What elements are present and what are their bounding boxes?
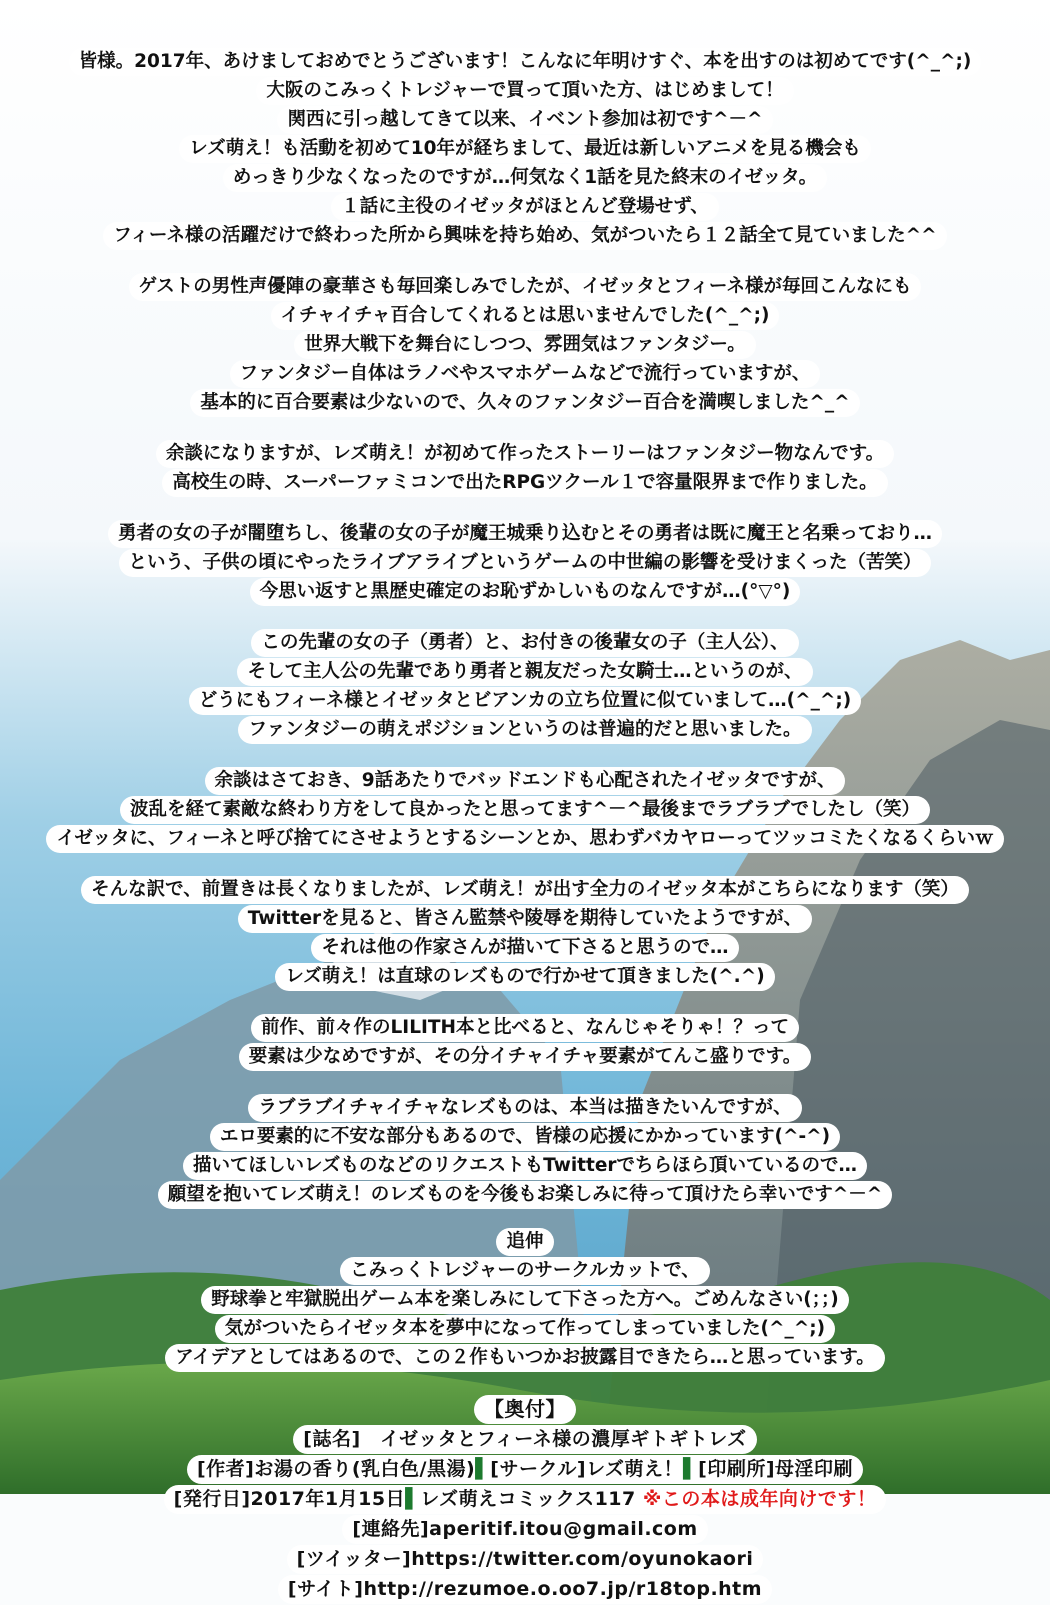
text-line: エロ要素的に不安な部分もあるので、皆様の応援にかかっています(^-^) bbox=[210, 1123, 840, 1151]
postscript-title: 追伸 bbox=[496, 1228, 553, 1256]
paragraph bbox=[40, 1014, 1010, 1072]
text-line: ラブラブイチャイチャなレズものは、本当は描きたいんですが、 bbox=[248, 1094, 801, 1122]
colophon bbox=[40, 1395, 1010, 1605]
postscript-line: 野球拳と牢獄脱出ゲーム本を楽しみにして下さった方へ。ごめんなさい(；；) bbox=[201, 1286, 848, 1314]
text-line: 波乱を経て素敵な終わり方をして良かったと思ってます^－^最後までラブラブでしたし（笑） bbox=[120, 796, 930, 824]
colophon-issue-date: [発行日]2017年1月15日 bbox=[173, 1488, 406, 1510]
paragraph bbox=[40, 1094, 1010, 1210]
text-line: 勇者の女の子が闇堕ちし、後輩の女の子が魔王城乗り込むとその勇者は既に魔王と名乗っており… bbox=[108, 520, 942, 548]
text-line: イゼッタに、フィーネと呼び捨てにさせようとするシーンとか、思わずバカヤローってツッコミたくなるくらいｗ bbox=[46, 825, 1003, 853]
postscript bbox=[40, 1232, 1010, 1373]
afterword-paragraphs bbox=[40, 48, 1010, 1210]
paragraph bbox=[40, 629, 1010, 745]
text-line: 前作、前々作のLILITH本と比べると、なんじゃそりゃ！？って bbox=[251, 1014, 799, 1042]
postscript-line: アイデアとしてはあるので、この２作もいつかお披露目できたら…と思っています。 bbox=[165, 1344, 885, 1372]
text-line: 願望を抱いてレズ萌え！のレズものを今後もお楽しみに待って頂けたら幸いです^－^ bbox=[158, 1181, 892, 1209]
paragraph bbox=[40, 876, 1010, 992]
separator-mark: ▌ bbox=[683, 1458, 699, 1480]
text-line: この先輩の女の子（勇者）と、お付きの後輩女の子（主人公）、 bbox=[251, 629, 798, 657]
text-line: 今思い返すと黒歴史確定のお恥ずかしいものなんですが…(°▽°) bbox=[250, 578, 801, 606]
paragraph bbox=[40, 273, 1010, 418]
text-line: 基本的に百合要素は少ないので、久々のファンタジー百合を満喫しました^_^ bbox=[190, 389, 859, 417]
colophon-title: 【奥付】 bbox=[474, 1395, 576, 1424]
paragraph bbox=[40, 767, 1010, 854]
text-line: ファンタジーの萌えポジションというのは普遍的だと思いました。 bbox=[238, 716, 811, 744]
text-line: レズ萌え！は直球のレズもので行かせて頂きました(^.^) bbox=[275, 963, 774, 991]
colophon-issue-row bbox=[164, 1485, 887, 1514]
text-line: 関西に引っ越してきて以来、イベント参加は初です^－^ bbox=[277, 106, 772, 134]
text-line: ファンタジー自体はラノベやスマホゲームなどで流行っていますが、 bbox=[230, 360, 821, 388]
colophon-book-title: [誌名] イゼッタとフィーネ様の濃厚ギトギトレズ bbox=[293, 1425, 756, 1454]
colophon-author: [作者]お湯の香り(乳白色/黒湯) bbox=[196, 1458, 476, 1480]
colophon-contact[interactable]: [連絡先]aperitif.itou@gmail.com bbox=[342, 1515, 707, 1544]
colophon-series: レズ萌えコミックス117 bbox=[420, 1488, 636, 1510]
paragraph bbox=[40, 48, 1010, 251]
text-line: 大阪のこみっくトレジャーで買って頂いた方、はじめまして！ bbox=[256, 77, 793, 105]
text-line: フィーネ様の活躍だけで終わった所から興味を持ち始め、気がついたら１２話全て見ていました^^ bbox=[103, 222, 946, 250]
colophon-printer: [印刷所]母淫印刷 bbox=[698, 1458, 854, 1480]
text-line: どうにもフィーネ様とイゼッタとビアンカの立ち位置に似ていまして…(^_^;) bbox=[189, 687, 862, 715]
text-line: 描いてほしいレズものなどのリクエストもTwitterでちらほら頂いているので… bbox=[183, 1152, 867, 1180]
adult-warning: ※この本は成年向けです！ bbox=[642, 1488, 877, 1510]
text-line: 余談になりますが、レズ萌え！が初めて作ったストーリーはファンタジー物なんです。 bbox=[156, 440, 894, 468]
text-line: ゲストの男性声優陣の豪華さも毎回楽しみでしたが、イゼッタとフィーネ様が毎回こんなにも bbox=[129, 273, 922, 301]
text-line: 高校生の時、スーパーファミコンで出たRPGツクール１で容量限界まで作りました。 bbox=[162, 469, 887, 497]
text-line: Twitterを見ると、皆さん監禁や陵辱を期待していたようですが、 bbox=[238, 905, 812, 933]
separator-mark: ▌ bbox=[405, 1488, 421, 1510]
text-line: そんな訳で、前置きは長くなりましたが、レズ萌え！が出す全力のイゼッタ本がこちらになります（笑） bbox=[81, 876, 969, 904]
separator-mark: ▌ bbox=[475, 1458, 491, 1480]
text-line: という、子供の頃にやったライブアライブというゲームの中世編の影響を受けまくった（苦笑） bbox=[119, 549, 932, 577]
text-line: めっきり少なくなったのですが…何気なく1話を見た終末のイゼッタ。 bbox=[223, 164, 827, 192]
text-line: そして主人公の先輩であり勇者と親友だった女騎士…というのが、 bbox=[237, 658, 812, 686]
text-line: それは他の作家さんが描いて下さると思うので… bbox=[311, 934, 738, 962]
text-line: 余談はさておき、9話あたりでバッドエンドも心配されたイゼッタですが、 bbox=[205, 767, 846, 795]
postscript-line: こみっくトレジャーのサークルカットで、 bbox=[340, 1257, 710, 1285]
colophon-circle: [サークル]レズ萌え！ bbox=[490, 1458, 684, 1480]
text-line: イチャイチャ百合してくれるとは思いませんでした(^_^;) bbox=[271, 302, 780, 330]
postscript-line: 気がついたらイゼッタ本を夢中になって作ってしまっていました(^_^;) bbox=[215, 1315, 835, 1343]
text-line: 要素は少なめですが、その分イチャイチャ要素がてんこ盛りです。 bbox=[239, 1043, 811, 1071]
colophon-credits-row bbox=[187, 1455, 863, 1484]
afterword-text bbox=[40, 48, 1010, 1605]
text-line: 皆様。2017年、あけましておめでとうございます！こんなに年明けすぐ、本を出すのは初めてです(^_^;) bbox=[69, 48, 982, 76]
text-line: １話に主役のイゼッタがほとんど登場せず、 bbox=[331, 193, 719, 221]
text-line: レズ萌え！も活動を初めて10年が経ちまして、最近は新しいアニメを見る機会も bbox=[179, 135, 870, 163]
paragraph bbox=[40, 440, 1010, 498]
colophon-site-link[interactable]: [サイト]http://rezumoe.o.oo7.jp/r18top.htm bbox=[278, 1575, 772, 1604]
text-line: 世界大戦下を舞台にしつつ、雰囲気はファンタジー。 bbox=[294, 331, 755, 359]
colophon-twitter-link[interactable]: [ツイッター]https://twitter.com/oyunokaori bbox=[287, 1545, 764, 1574]
paragraph bbox=[40, 520, 1010, 607]
